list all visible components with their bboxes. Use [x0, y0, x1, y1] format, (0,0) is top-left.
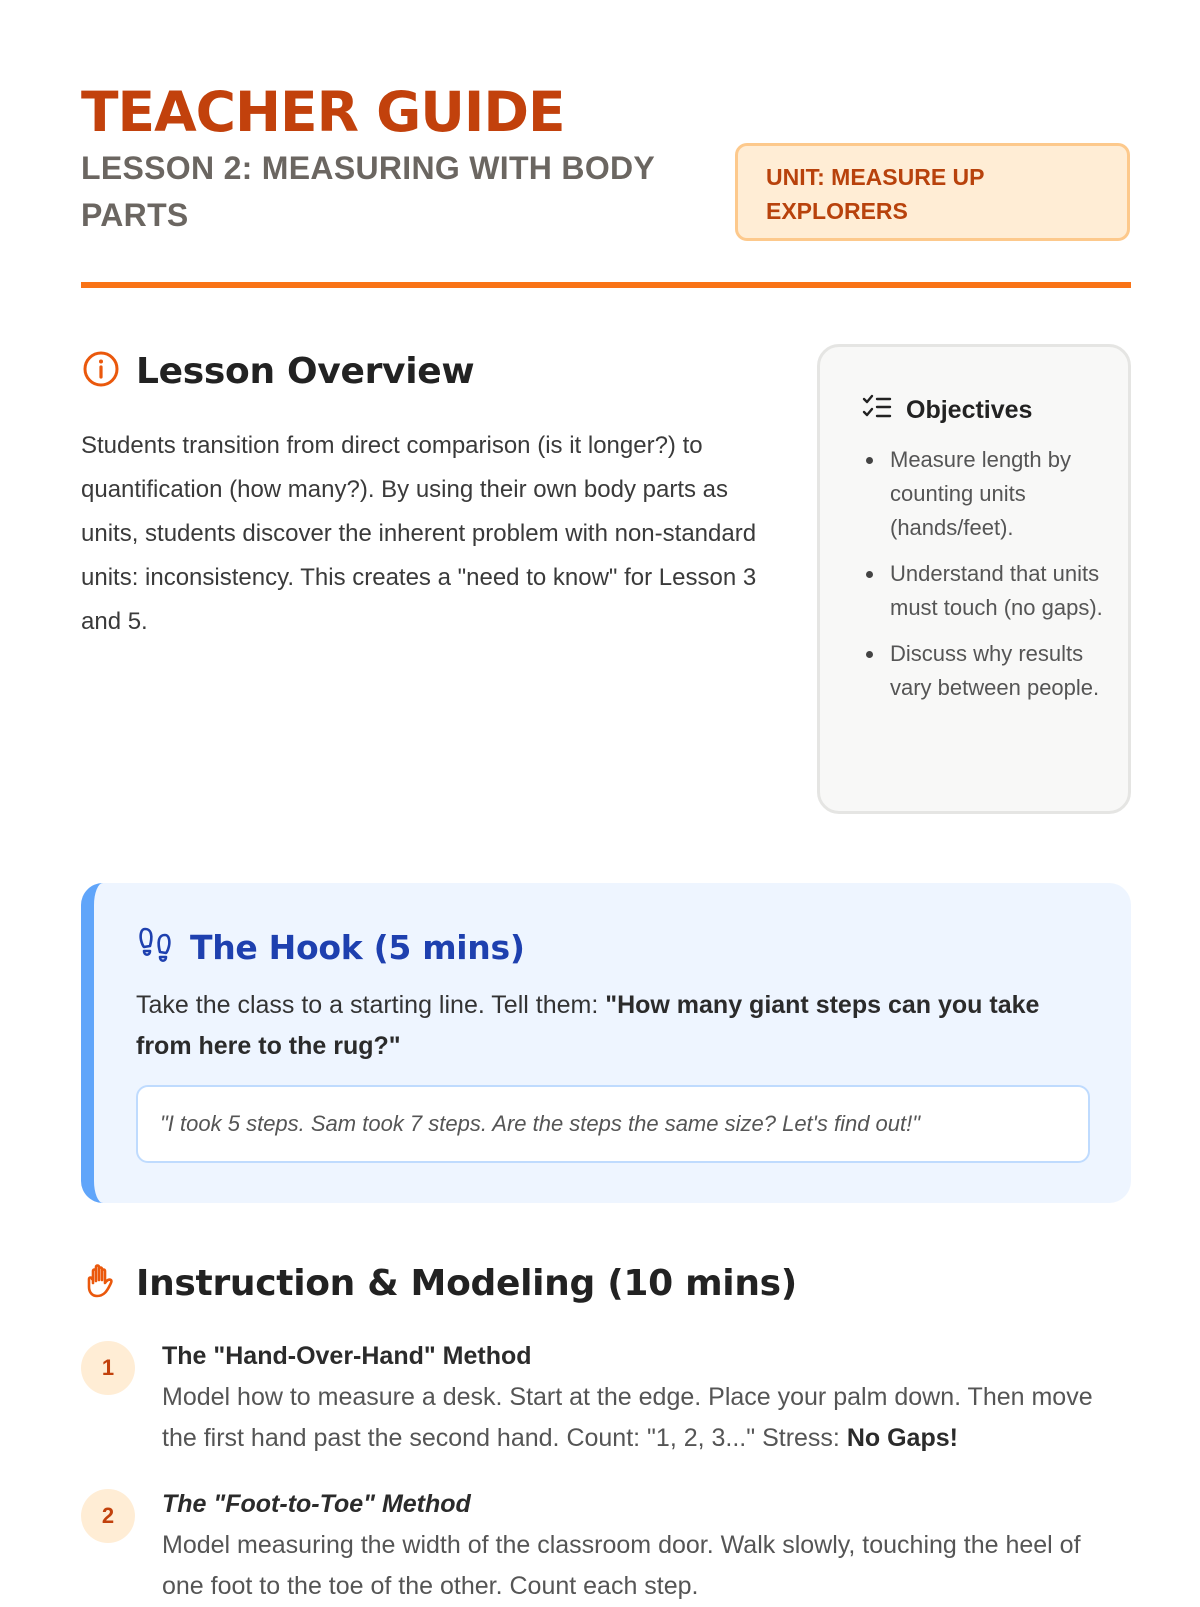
overview-heading-row [81, 347, 474, 395]
lesson-subtitle: LESSON 2: MEASURING WITH BODY PARTS [81, 150, 655, 233]
objectives-card [817, 344, 1131, 814]
unit-badge: UNIT: MEASURE UP EXPLORERS [735, 143, 1130, 241]
checklist-icon [862, 394, 892, 427]
objective-item: Discuss why results vary between people. [864, 637, 1104, 705]
instruction-heading-row [81, 1259, 797, 1307]
objectives-heading: Objectives [906, 396, 1033, 424]
step-description-text: Model how to measure a desk. Start at the edge. Place your palm down. Then move the first hand past the second hand. Count: "1, 2, 3..." Stress: [162, 1383, 1093, 1452]
objective-item: Understand that units must touch (no gaps). [864, 557, 1104, 625]
overview-text: Students transition from direct comparison (is it longer?) to quantification (how many?). By using their own body parts as units, students discover the inherent problem with non-standard units: inconsistency. This creates a "need to know" for Lesson 3 and 5. [81, 432, 757, 635]
instruction-heading: Instruction & Modeling (10 mins) [136, 1262, 797, 1304]
objectives-list [864, 443, 1104, 717]
step-title: The "Hand-Over-Hand" Method [162, 1342, 532, 1370]
hook-card [81, 883, 1131, 1203]
hook-heading-row [136, 925, 525, 970]
hook-quote: "I took 5 steps. Sam took 7 steps. Are the steps the same size? Let's find out!" [136, 1085, 1090, 1163]
step-emphasis: No Gaps! [846, 1424, 958, 1452]
step-title: The "Foot-to-Toe" Method [162, 1490, 471, 1518]
step-number-badge: 1 [81, 1341, 135, 1395]
header-divider [81, 282, 1131, 288]
overview-heading: Lesson Overview [136, 350, 475, 392]
objective-item: Measure length by counting units (hands/feet). [864, 443, 1104, 545]
info-icon [81, 349, 121, 394]
hook-text-intro: Take the class to a starting line. Tell them: [136, 991, 606, 1019]
step-description [162, 1377, 1122, 1459]
page-title: TEACHER GUIDE [81, 80, 565, 144]
objectives-heading-row [862, 394, 1032, 427]
hook-text [136, 985, 1076, 1067]
hook-heading: The Hook (5 mins) [190, 928, 525, 967]
step-description: Model measuring the width of the classroom door. Walk slowly, touching the heel of one foot to the toe of the other. Count each step. [162, 1531, 1081, 1600]
hand-icon [81, 1261, 121, 1306]
step-number-badge: 2 [81, 1489, 135, 1543]
footprints-icon [136, 925, 176, 970]
hook-question: "How many giant steps can you take from here to the rug?" [136, 991, 1040, 1060]
